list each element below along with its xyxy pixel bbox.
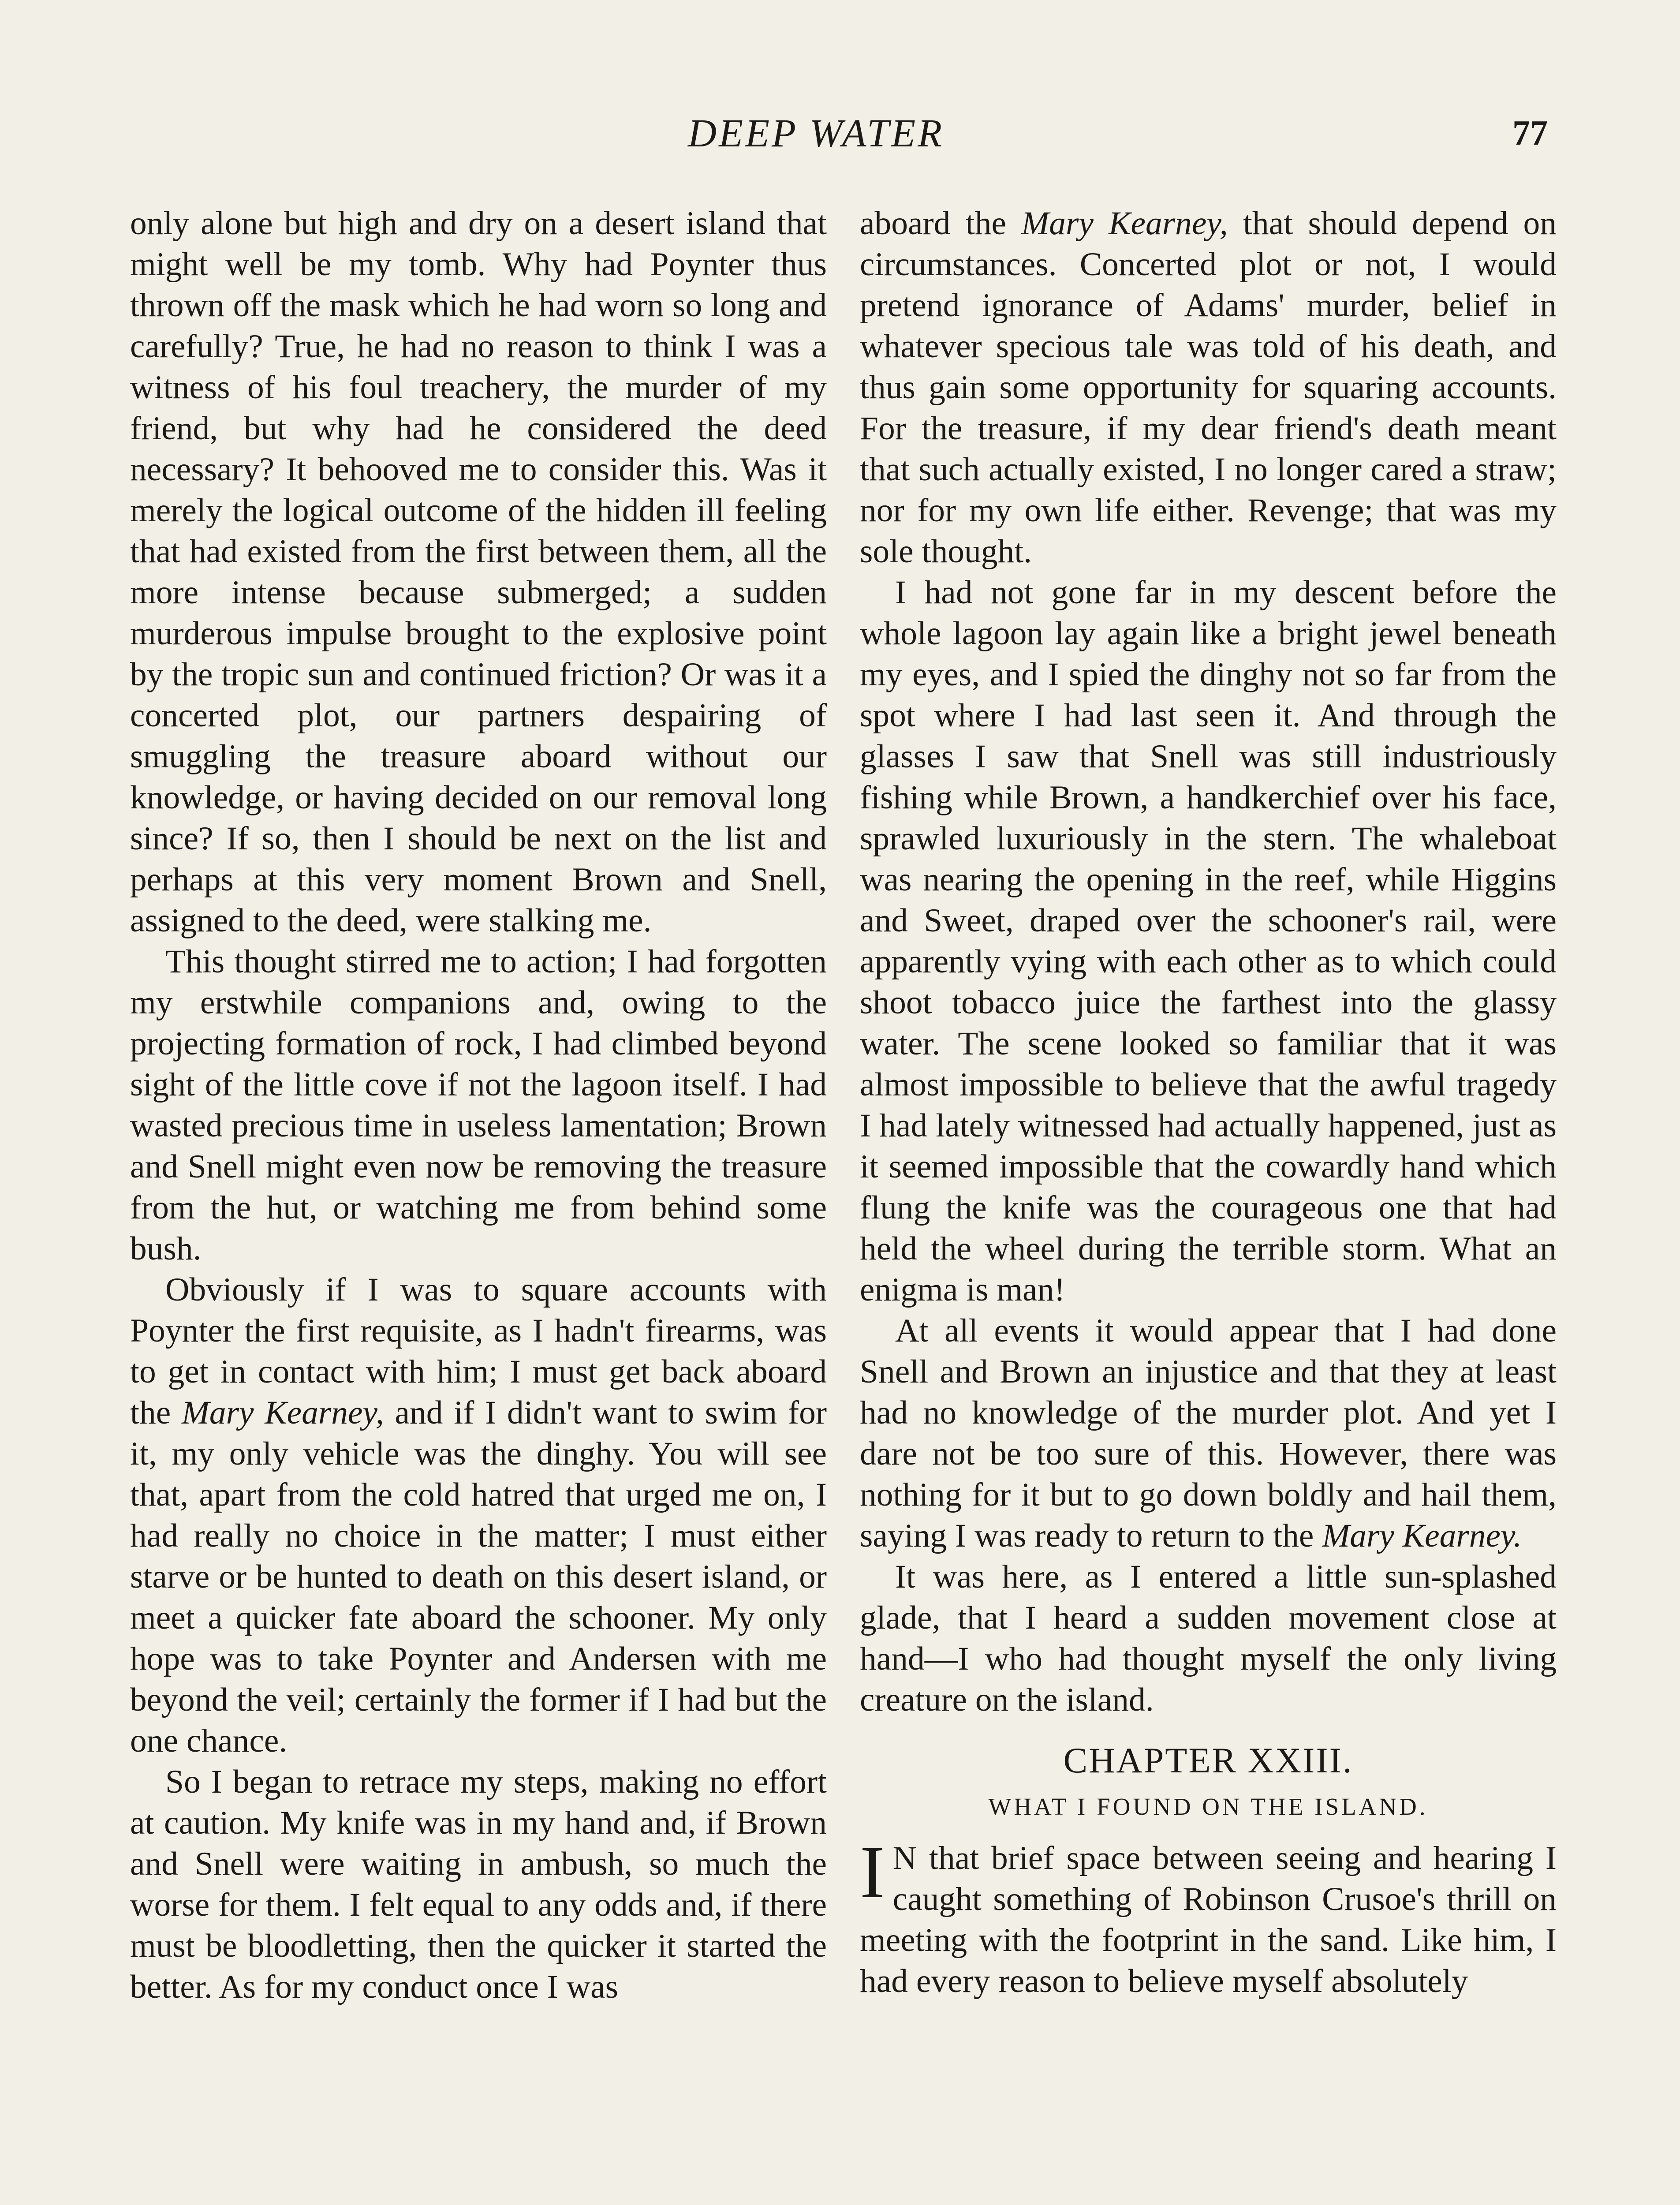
paragraph [860,203,1557,572]
ship-name: Mary Kearney, [1021,205,1228,242]
paragraph [860,1310,1557,1556]
chapter-title: CHAPTER XXIII. [1063,1740,1353,1780]
drop-cap: I [860,1831,885,1913]
right-column [860,203,1557,2002]
paragraph: This thought stirred me to action; I had forgotten my erstwhile companions and, owing to the projecting formation of rock, I had climbed beyond sight of the little cove if not the lagoon itself. I had wasted precious time in useless lamentation; Brown and Snell might even now be removing the treasure from the hut, or watching me from behind some bush. [130,943,827,1267]
paragraph-text: N that brief space between seeing and hearing I caught something of Robinson Crusoe's thrill on meeting with the footprint in the sand. Like him, I had every reason to believe myself absolutely [860,1840,1557,1999]
paragraph [860,1831,1557,2002]
page-number: 77 [1512,114,1548,153]
paragraph-text: Obviously if I was to square accounts with Poynter the first requisite, as I hadn't firearms, was to get in contact with him; I must get back aboard the [130,1271,827,1431]
ship-name: Mary Kearney, [182,1394,384,1431]
paragraph: only alone but high and dry on a desert island that might well be my tomb. Why had Poynter thus thrown off the mask which he had worn so long and carefully? True, he had no reason to think I was a witness of his foul treachery, the murder of my friend, but why had he considered the deed necessary? It behooved me to consider this. Was it merely the logical outcome of the hidden ill feeling that had existed from the first between them, all the more intense because submerged; a sudden murderous impulse brought to the explosive point by the tropic sun and continued friction? Or was it a concerted plot, our partners despairing of smuggling the treasure aboard without our knowledge, or having decided on our removal long since? If so, then I should be next on the list and perhaps at this very moment Brown and Snell, assigned to the deed, were stalking me. [130,205,827,939]
paragraph: So I began to retrace my steps, making no effort at caution. My knife was in my hand and, if Brown and Snell were waiting in ambush, so much the worse for them. I felt equal to any odds and, if there must be bloodletting, then the quicker it started the better. As for my conduct once I was [130,1764,827,2005]
paragraph: It was here, as I entered a little sun-splashed glade, that I heard a sudden movement close at hand—I who had thought myself the only living creature on the island. [860,1558,1557,1718]
paragraph-text: At all events it would appear that I had done Snell and Brown an injustice and that they at least had no knowledge of the murder plot. And yet I dare not be too sure of this. However, there was nothing for it but to go down boldly and hail them, saying I was ready to return to the [860,1312,1557,1554]
chapter-subtitle: WHAT I FOUND ON THE ISLAND. [988,1793,1428,1820]
left-column [130,203,827,2007]
paragraph-text: and if I didn't want to swim for it, my only vehicle was the dinghy. You will see that, apart from the cold hatred that urged me on, I had really no choice in the matter; I must either starve or be hunted to death on this desert island, or meet a quicker fate aboard the schooner. My only hope was to take Poynter and Andersen with me beyond the veil; certainly the former if I had but the one chance. [130,1394,827,1759]
paragraph-text: that should depend on circumstances. Concerted plot or not, I would pretend ignorance of Adams' murder, belief in whatever specious tale was told of his death, and thus gain some opportunity for squaring accounts. For the treasure, if my dear friend's death meant that such actually existed, I no longer cared a straw; nor for my own life either. Revenge; that was my sole thought. [860,205,1557,570]
paragraph-text: aboard the [860,205,1022,242]
ship-name: Mary Kearney. [1322,1517,1522,1554]
paragraph: I had not gone far in my descent before the whole lagoon lay again like a bright jewel beneath my eyes, and I spied the dinghy not so far from the spot where I had last seen it. And through the glasses I saw that Snell was still industriously fishing while Brown, a handkerchief over his face, sprawled luxuriously in the stern. The whaleboat was nearing the opening in the reef, while Higgins and Sweet, draped over the schooner's rail, were apparently vying with each other as to which could shoot tobacco juice the farthest into the glassy water. The scene looked so familiar that it was almost impossible to believe that the awful tragedy I had lately witnessed had actually happened, just as it seemed impossible that the cowardly hand which flung the knife was the courageous one that had held the wheel during the terrible storm. What an enigma is man! [860,574,1557,1308]
paragraph [130,1269,827,1761]
running-title: DEEP WATER [688,112,945,155]
